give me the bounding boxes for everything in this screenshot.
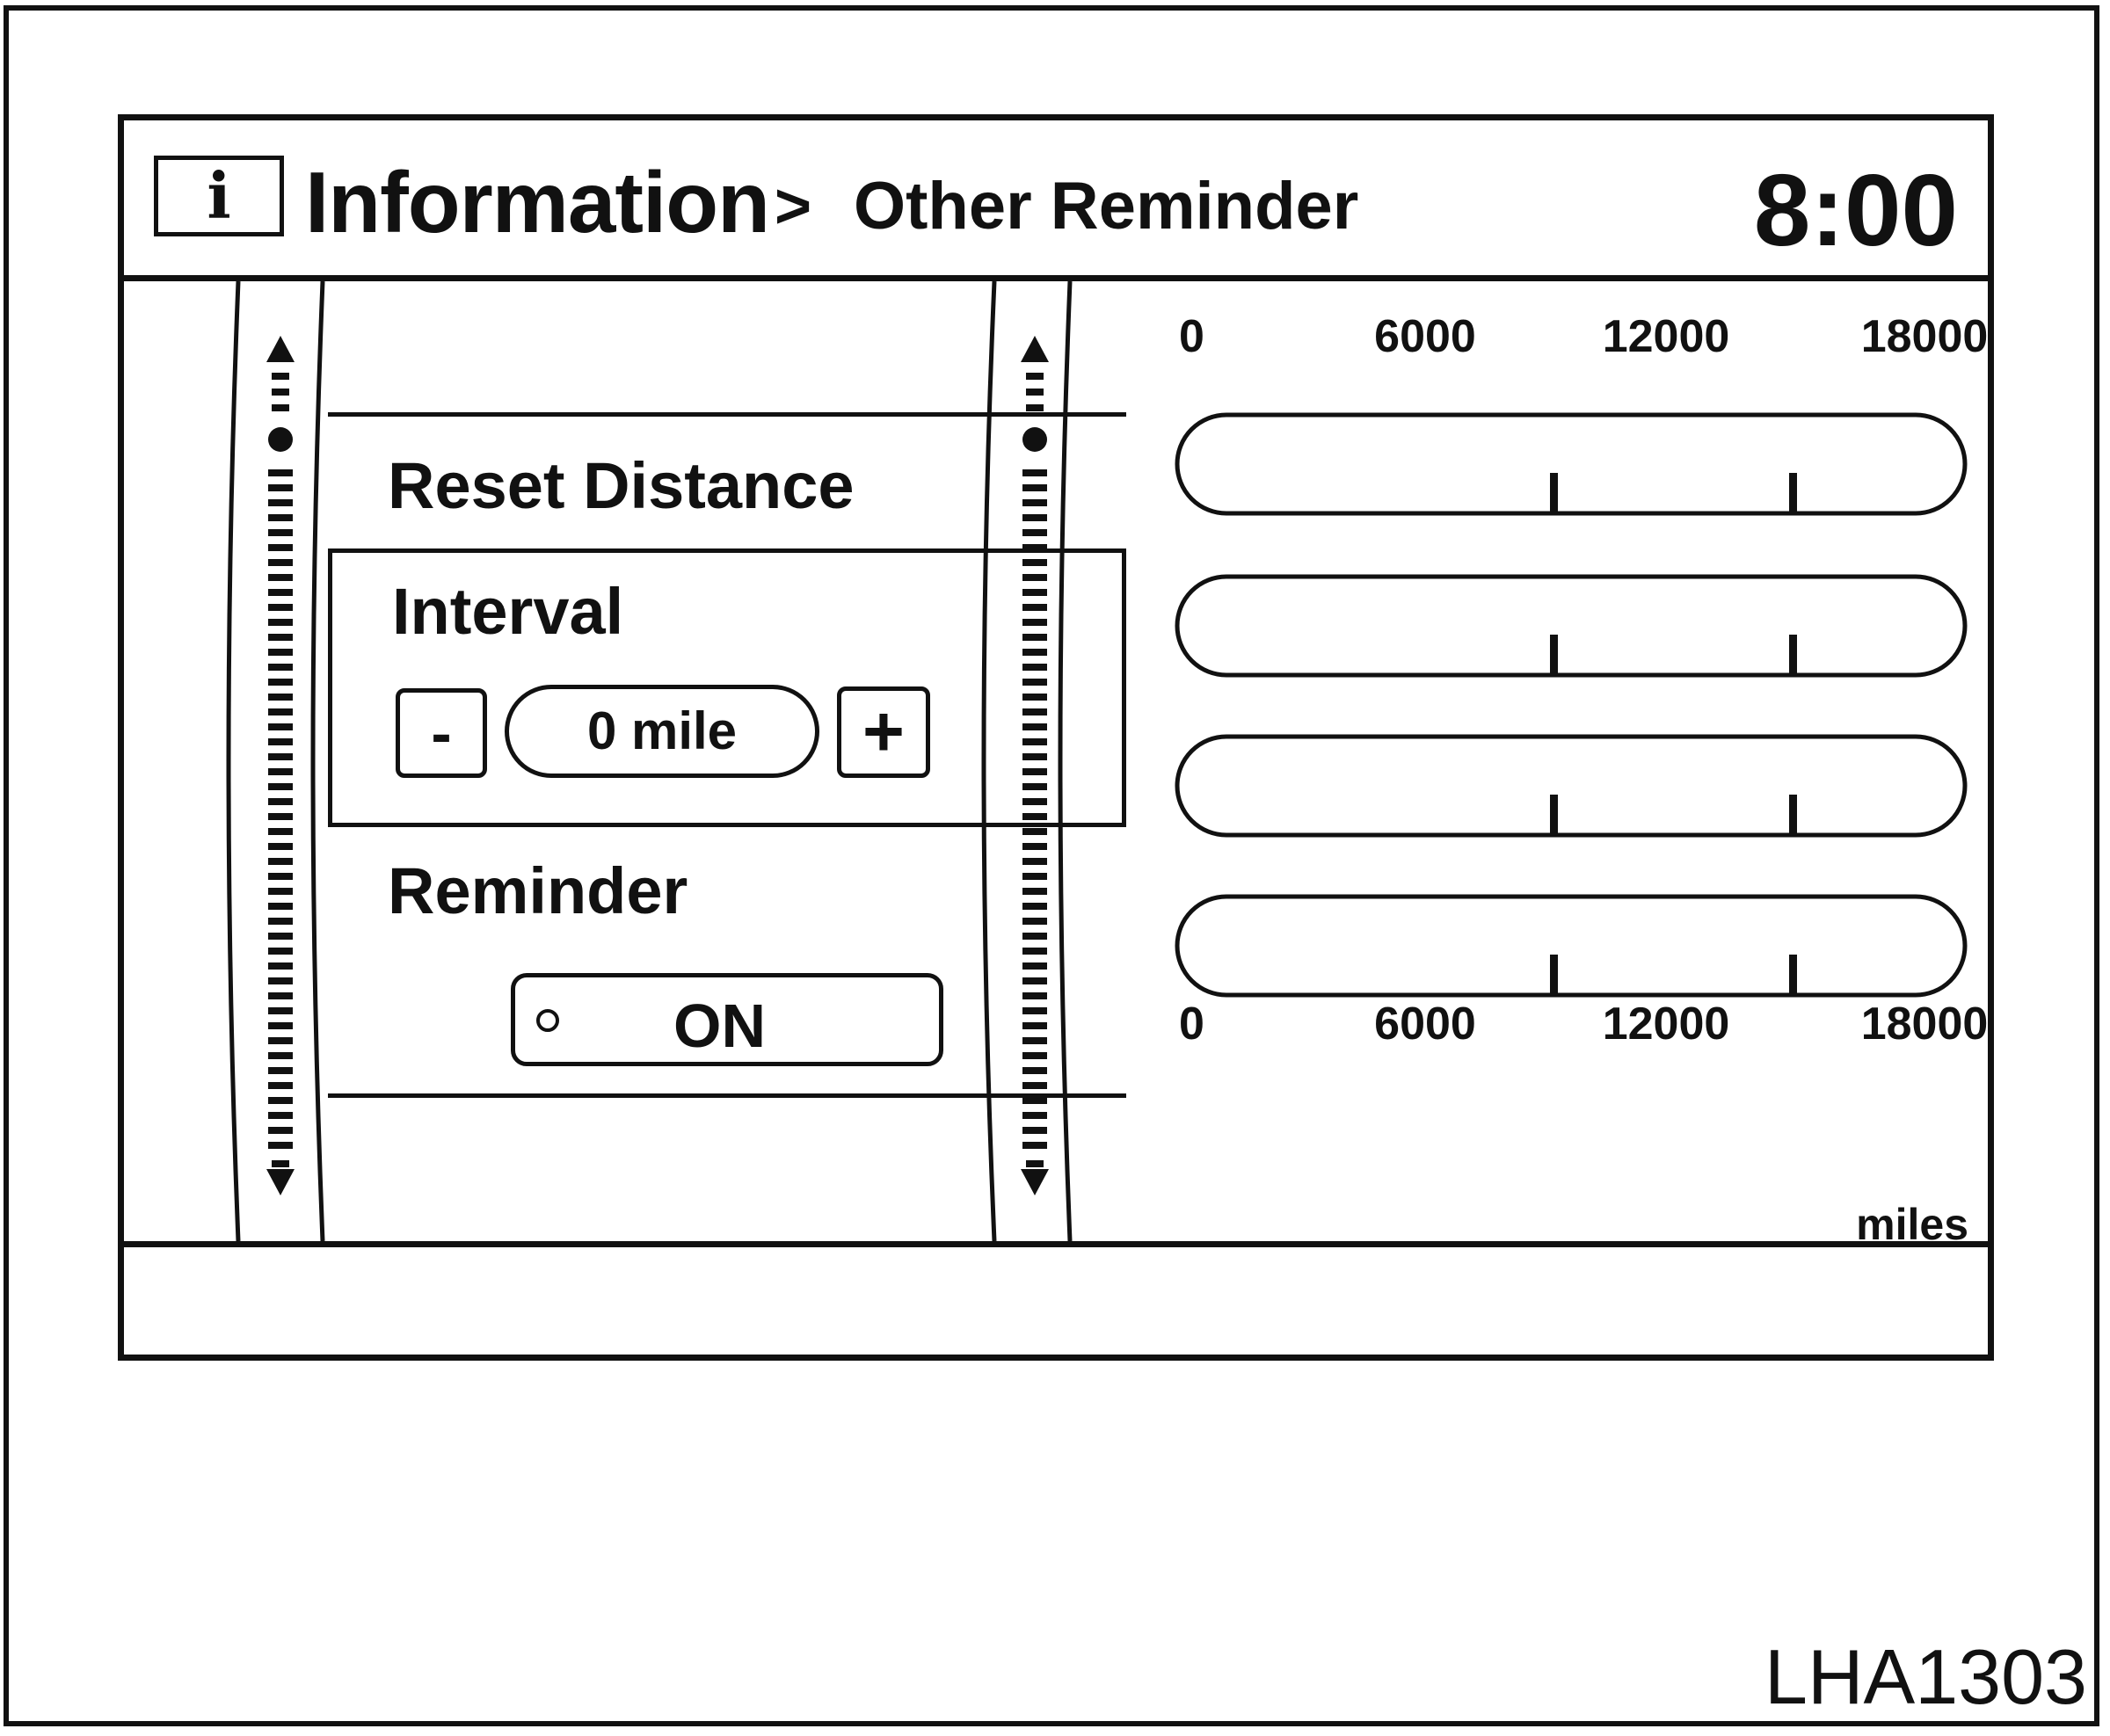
scroll-track-segment (268, 873, 293, 880)
scroll-track-segment (1022, 992, 1047, 999)
scroll-track-segment (1022, 664, 1047, 671)
scroll-track-segment (1022, 843, 1047, 850)
scroll-track-segment (1022, 858, 1047, 865)
scroll-track-segment (1022, 903, 1047, 910)
scroll-track-segment (1022, 1022, 1047, 1029)
scroll-track-segment (268, 933, 293, 940)
scroll-track-segment (1022, 604, 1047, 611)
tick-label-bottom: 0 (1179, 999, 1204, 1050)
scroll-track-segment (1022, 753, 1047, 760)
scroll-track-segment (1022, 738, 1047, 745)
scroll-track-segment (1022, 1112, 1047, 1119)
scroll-track-segment (1022, 723, 1047, 730)
scroll-track-segment (1022, 813, 1047, 820)
scroll-track-segment (268, 962, 293, 970)
scroll-thumb[interactable] (1022, 427, 1047, 452)
scroll-track-segment (268, 977, 293, 984)
scroll-track-segment (268, 1097, 293, 1104)
scroll-track-segment (268, 649, 293, 656)
scroll-track-segment (1022, 1127, 1047, 1134)
scroll-thumb[interactable] (268, 427, 293, 452)
scroll-track-segment (268, 992, 293, 999)
scroll-track-segment (1022, 1082, 1047, 1089)
scroll-track-segment (1022, 1037, 1047, 1044)
mileage-bar-track (1177, 577, 1965, 675)
mileage-chart (1161, 281, 2000, 1249)
scroll-track-segment (1022, 649, 1047, 656)
scroll-track-segment (268, 634, 293, 641)
tick-label-bottom: 18000 (1860, 999, 1989, 1050)
scroll-track-segment (268, 529, 293, 536)
bar-marker-tick (1550, 795, 1558, 835)
scroll-track-segment (268, 858, 293, 865)
scroll-track-segment (1022, 1007, 1047, 1014)
scroll-track-segment (268, 843, 293, 850)
scroll-track-segment (268, 813, 293, 820)
scroll-track-segment (1022, 708, 1047, 715)
scroll-track-segment (268, 574, 293, 581)
scroll-track-segment (1022, 559, 1047, 566)
tick-label-bottom: 12000 (1602, 999, 1730, 1050)
display-screen (118, 114, 1994, 1361)
scroll-track-segment (268, 499, 293, 506)
scroll-track-segment (268, 1067, 293, 1074)
scroll-track-segment (268, 738, 293, 745)
toggle-indicator-icon (536, 1009, 559, 1032)
scroll-track-segment (1022, 469, 1047, 476)
bar-marker-tick (1550, 473, 1558, 513)
scroll-track-segment (268, 694, 293, 701)
down-arrow-icon[interactable] (266, 1169, 295, 1195)
scroll-track-segment (1022, 977, 1047, 984)
tick-label-top: 0 (1179, 311, 1204, 362)
scroll-track-segment (268, 1142, 293, 1149)
scroll-track-segment (1022, 798, 1047, 805)
scroll-track-segment (1022, 962, 1047, 970)
scroll-track-segment (1022, 1097, 1047, 1104)
scroll-track-segment (1026, 373, 1044, 380)
scroll-track-segment (268, 1052, 293, 1059)
interval-decrease-button[interactable]: - (396, 688, 487, 778)
scroll-track-segment (1022, 544, 1047, 551)
scroll-track-segment (1022, 679, 1047, 686)
scroll-track-segment (268, 664, 293, 671)
scroll-track-segment (1022, 1142, 1047, 1149)
scroll-track-segment (1026, 389, 1044, 396)
scroll-track-segment (1022, 918, 1047, 925)
bar-marker-tick (1789, 955, 1797, 995)
mileage-bar-track (1177, 415, 1965, 513)
scroll-track-segment (1022, 574, 1047, 581)
scroll-track-segment (268, 604, 293, 611)
reminder-toggle[interactable] (511, 973, 943, 1066)
scroll-track-segment (1022, 634, 1047, 641)
scroll-track-segment (268, 1007, 293, 1014)
scroll-track-segment (268, 1022, 293, 1029)
scroll-track-segment (1022, 1067, 1047, 1074)
bar-marker-tick (1789, 473, 1797, 513)
header-bar (124, 120, 1988, 281)
scroll-track-segment (268, 559, 293, 566)
tick-label-top: 6000 (1374, 311, 1476, 362)
scroll-track-segment (268, 903, 293, 910)
interval-label: Interval (392, 575, 624, 648)
scroll-track-segment (268, 514, 293, 521)
scroll-track-segment (1026, 1160, 1044, 1167)
figure-code: LHA1303 (1764, 1633, 2087, 1720)
scroll-track-segment (268, 469, 293, 476)
scroll-track-segment (268, 768, 293, 775)
scroll-track-segment (268, 753, 293, 760)
scroll-track-segment (1022, 783, 1047, 790)
scroll-track-segment (1022, 933, 1047, 940)
chart-unit-label: miles (1856, 1200, 1968, 1249)
breadcrumb-root: Information (305, 154, 769, 251)
scroll-track-segment (1022, 873, 1047, 880)
scroll-track-segment (268, 679, 293, 686)
scroll-track-segment (268, 484, 293, 491)
status-bar (124, 1241, 1988, 1361)
reset-distance-label: Reset Distance (388, 449, 855, 522)
up-arrow-icon[interactable] (266, 336, 295, 362)
breadcrumb-separator: > (775, 171, 812, 242)
page-title: Other Reminder (854, 169, 1359, 243)
scroll-track-segment (268, 723, 293, 730)
scrollbar-left[interactable] (212, 281, 344, 1241)
scroll-track-segment (268, 783, 293, 790)
tick-label-top: 12000 (1602, 311, 1730, 362)
mileage-bar-track (1177, 737, 1965, 835)
down-arrow-icon[interactable] (1021, 1169, 1049, 1195)
up-arrow-icon[interactable] (1021, 336, 1049, 362)
scroll-track-dashes (268, 373, 293, 1167)
scroll-track-segment (1022, 828, 1047, 835)
scrollbar-right[interactable] (966, 281, 1098, 1241)
scroll-track-segment (1022, 484, 1047, 491)
scroll-track-segment (1022, 948, 1047, 955)
scroll-track-segment (268, 1112, 293, 1119)
scroll-track-segment (268, 828, 293, 835)
tick-label-top: 18000 (1860, 311, 1989, 362)
scroll-track-segment (1022, 888, 1047, 895)
scroll-track-segment (268, 619, 293, 626)
scroll-track-segment (268, 708, 293, 715)
scroll-track-segment (268, 1082, 293, 1089)
scroll-track-segment (272, 389, 289, 396)
scroll-track-segment (268, 798, 293, 805)
info-icon[interactable] (154, 156, 284, 236)
scroll-track-segment (272, 373, 289, 380)
scroll-track-segment (1022, 768, 1047, 775)
scroll-track-segment (1022, 514, 1047, 521)
scroll-track-segment (268, 918, 293, 925)
mileage-bar-track (1177, 897, 1965, 995)
info-icon-glyph: i (207, 158, 231, 233)
reminder-state: ON (673, 991, 766, 1060)
scroll-track-segment (1022, 589, 1047, 596)
scroll-track-segment (268, 888, 293, 895)
scroll-track-segment (268, 948, 293, 955)
scroll-track-segment (1022, 529, 1047, 536)
scroll-track-segment (1022, 694, 1047, 701)
bar-marker-tick (1789, 635, 1797, 675)
bar-marker-tick (1550, 955, 1558, 995)
scroll-track-segment (268, 1037, 293, 1044)
chart-canvas (1161, 281, 2000, 1241)
scroll-track-segment (1022, 1052, 1047, 1059)
scroll-track-segment (1026, 404, 1044, 411)
scroll-track-segment (1022, 619, 1047, 626)
bar-marker-tick (1789, 795, 1797, 835)
scroll-track-segment (272, 404, 289, 411)
reminder-label: Reminder (388, 854, 688, 927)
scroll-track-segment (268, 544, 293, 551)
scroll-track-segment (1022, 499, 1047, 506)
clock: 8:00 (1753, 153, 1958, 267)
scroll-track-segment (268, 1127, 293, 1134)
scroll-track-segment (272, 1160, 289, 1167)
scroll-track-segment (268, 589, 293, 596)
interval-increase-button[interactable]: + (837, 686, 930, 778)
tick-label-bottom: 6000 (1374, 999, 1476, 1050)
scroll-track-dashes (1022, 373, 1047, 1167)
bar-marker-tick (1550, 635, 1558, 675)
interval-value: 0 mile (505, 685, 819, 778)
